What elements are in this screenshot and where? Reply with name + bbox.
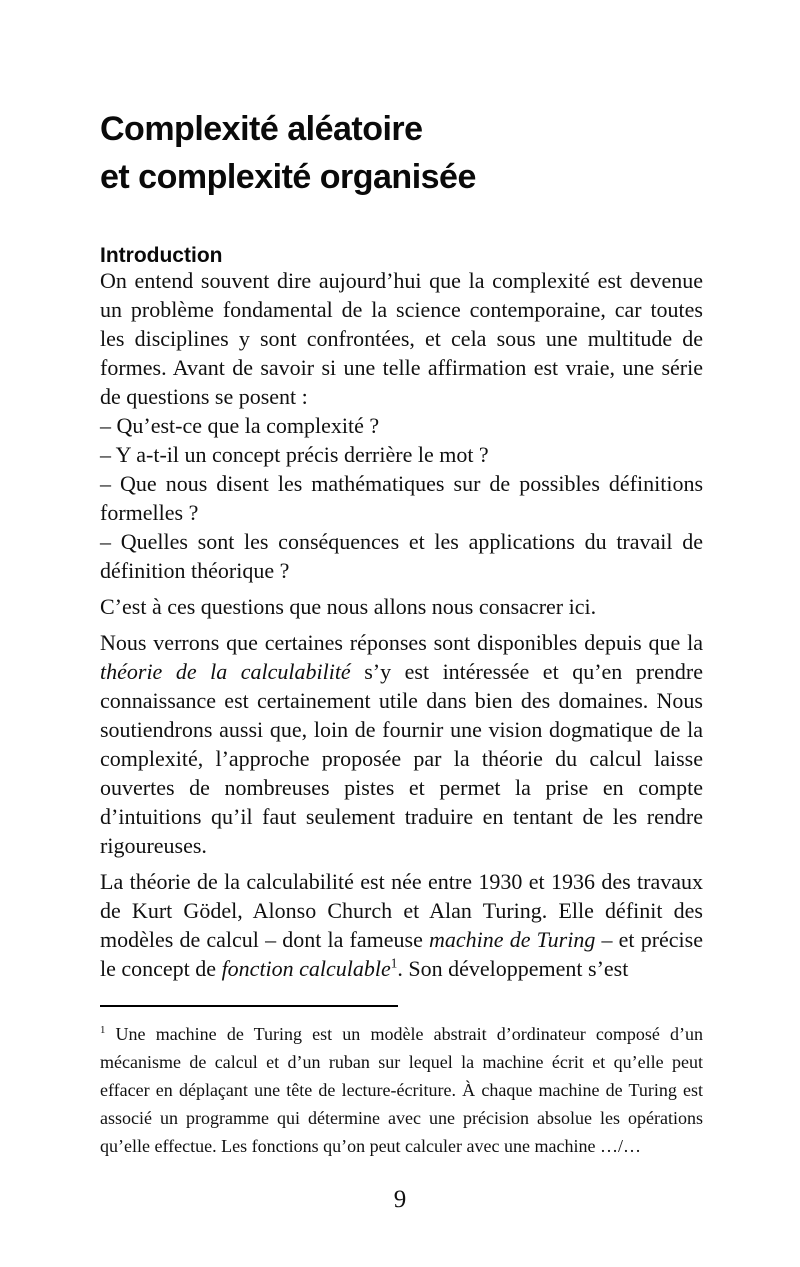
paragraph: Nous verrons que certaines réponses sont disponibles depuis que la théorie de la calculabilité s’y est intéressée et qu’en prendre connaissance est certainement utile dans bien des domaines. Nous soutiendrons aussi que, loin de fournir une vision dogmatique de la complexité, l’approche proposée par la théorie du calcul laisse ouvertes de nombreuses pistes et permet la prise en compte d’intuitions qu’il faut seulement traduire en tentant de les rendre rigoureuses.	[100, 630, 703, 858]
paragraph: C’est à ces questions que nous allons nous consacrer ici.	[100, 594, 597, 619]
chapter-title	[100, 105, 720, 201]
footnote-rule	[100, 1005, 398, 1007]
paragraph-intro: On entend souvent dire aujourd’hui que la complexité est devenue un problème fondamental de la science contemporaine, car toutes les disciplines y sont confrontées, et cela sous une multitude de formes. Avant de savoir si une telle affirmation est vraie, une série de questions se posent :	[100, 268, 703, 409]
paragraph: La théorie de la calculabilité est née entre 1930 et 1936 des travaux de Kurt Gödel, Alonso Church et Alan Turing. Elle définit des modèles de calcul – dont la fameuse machine de Turing – et précise le concept de fonction calculable$^1$. Son développement s’est	[100, 869, 703, 981]
footnote-text: $^1$ Une machine de Turing est un modèle abstrait d’ordinateur composé d’un mécanisme de calcul et d’un ruban sur lequel la machine écrit et qu’elle peut effacer en déplaçant une tête de lecture-écriture. À chaque machine de Turing est associé un programme qui détermine avec une précision absolue les opérations qu’elle effectue. Les fonctions qu’on peut calculer avec une machine …/…	[100, 1024, 703, 1156]
list-item: – Y a-t-il un concept précis derrière le mot ?	[100, 442, 489, 467]
list-item: – Quelles sont les conséquences et les applications du travail de définition théorique ?	[100, 529, 703, 583]
body-text	[100, 266, 703, 983]
footnote	[100, 1005, 703, 1160]
page-number: 9	[393, 1186, 407, 1213]
list-item: – Qu’est-ce que la complexité ?	[100, 413, 380, 438]
chapter-title-line1: Complexité aléatoire	[100, 109, 423, 148]
section-heading: Introduction	[100, 244, 223, 268]
chapter-title-line2: et complexité organisée	[100, 157, 476, 196]
list-item: – Que nous disent les mathématiques sur de possibles définitions formelles ?	[100, 471, 703, 525]
